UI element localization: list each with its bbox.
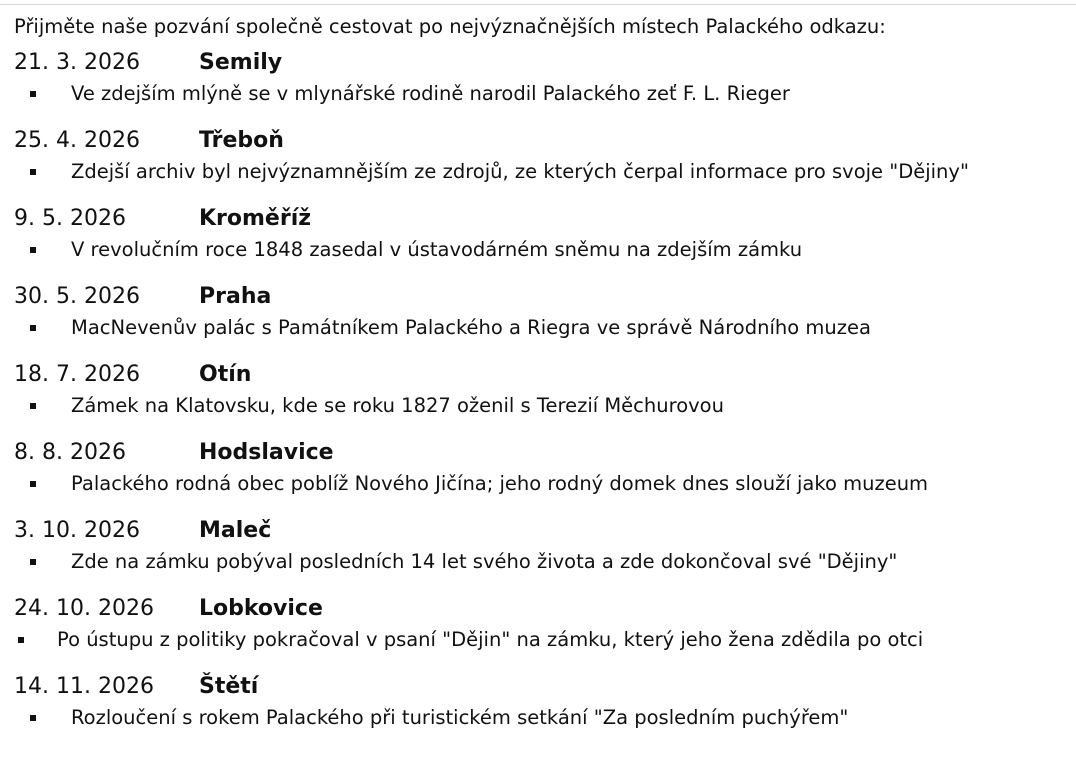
event-detail <box>14 78 1070 121</box>
event-date: 21. 3. 2026 <box>14 50 140 75</box>
bullet-icon <box>18 637 24 643</box>
bullet-icon <box>30 247 36 253</box>
event-description: V revolučním roce 1848 zasedal v ústavodárném sněmu na zdejším zámku <box>71 238 803 261</box>
event-header <box>14 667 1070 702</box>
event-description: Zdejší archiv byl nejvýznamnějším ze zdrojů, ze kterých čerpal informace pro svoje "Dějiny" <box>71 160 969 183</box>
event-malec <box>14 511 1070 589</box>
event-header <box>14 199 1070 234</box>
event-detail <box>14 312 1070 355</box>
event-place: Kroměříž <box>199 206 312 231</box>
event-place: Třeboň <box>199 128 284 153</box>
event-header <box>14 277 1070 312</box>
event-description: Palackého rodná obec poblíž Nového Jičína; jeho rodný domek dnes slouží jako muzeum <box>71 472 929 495</box>
event-lobkovice <box>14 589 1070 667</box>
top-divider <box>0 4 1076 5</box>
event-detail <box>14 156 1070 199</box>
event-trebon <box>14 121 1070 199</box>
event-header <box>14 511 1070 546</box>
event-header <box>14 43 1070 78</box>
event-detail <box>14 468 1070 511</box>
event-date: 24. 10. 2026 <box>14 596 154 621</box>
event-semily <box>14 43 1070 121</box>
intro-text: Přijměte naše pozvání společně cestovat po nejvýznačnějších místech Palackého odkazu: <box>14 15 886 38</box>
event-date: 9. 5. 2026 <box>14 206 126 231</box>
event-place: Hodslavice <box>199 440 334 465</box>
event-description: Rozloučení s rokem Palackého při turistickém setkání "Za posledním puchýřem" <box>71 706 849 729</box>
event-place: Otín <box>199 362 252 387</box>
event-description: MacNevenův palác s Památníkem Palackého a Riegra ve správě Národního muzea <box>71 316 871 339</box>
event-header <box>14 433 1070 468</box>
event-place: Semily <box>199 50 283 75</box>
event-description: Zámek na Klatovsku, kde se roku 1827 oženil s Terezií Měchurovou <box>71 394 724 417</box>
event-praha <box>14 277 1070 355</box>
event-schedule <box>14 13 1070 745</box>
event-header <box>14 355 1070 390</box>
event-date: 14. 11. 2026 <box>14 674 154 699</box>
event-kromeriz <box>14 199 1070 277</box>
event-date: 3. 10. 2026 <box>14 518 140 543</box>
bullet-icon <box>30 169 36 175</box>
event-detail <box>14 390 1070 433</box>
event-header <box>14 121 1070 156</box>
event-date: 25. 4. 2026 <box>14 128 140 153</box>
event-steti <box>14 667 1070 745</box>
event-date: 8. 8. 2026 <box>14 440 126 465</box>
event-detail <box>14 234 1070 277</box>
bullet-icon <box>30 715 36 721</box>
bullet-icon <box>30 559 36 565</box>
event-place: Maleč <box>199 518 272 543</box>
event-description: Po ústupu z politiky pokračoval v psaní "Dějin" na zámku, který jeho žena zdědila po otci <box>57 628 924 651</box>
event-description: Zde na zámku pobýval posledních 14 let svého života a zde dokončoval své "Dějiny" <box>71 550 898 573</box>
event-detail <box>14 702 1070 745</box>
event-hodslavice <box>14 433 1070 511</box>
event-detail <box>14 624 1070 667</box>
event-date: 18. 7. 2026 <box>14 362 140 387</box>
event-place: Štětí <box>199 674 259 699</box>
bullet-icon <box>30 403 36 409</box>
bullet-icon <box>30 481 36 487</box>
bullet-icon <box>30 325 36 331</box>
event-otin <box>14 355 1070 433</box>
event-header <box>14 589 1070 624</box>
event-date: 30. 5. 2026 <box>14 284 140 309</box>
bullet-icon <box>30 91 36 97</box>
event-detail <box>14 546 1070 589</box>
event-place: Praha <box>199 284 272 309</box>
event-description: Ve zdejším mlýně se v mlynářské rodině narodil Palackého zeť F. L. Rieger <box>71 82 790 105</box>
event-place: Lobkovice <box>199 596 323 621</box>
